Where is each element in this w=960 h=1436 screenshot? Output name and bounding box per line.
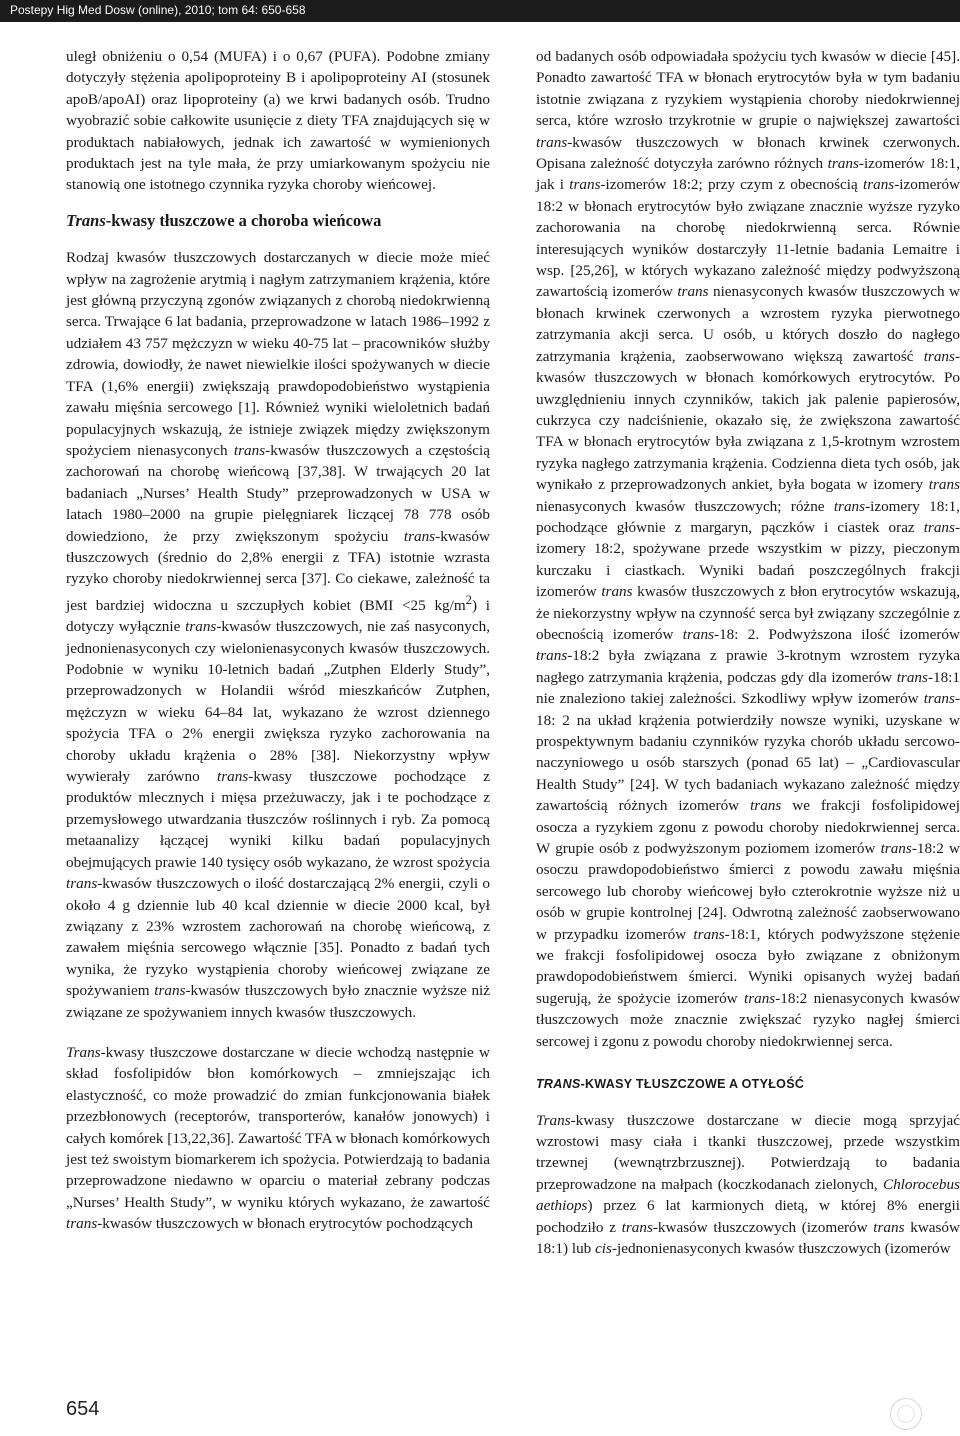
paragraph-apob-continuation: uległ obniżeniu o 0,54 (MUFA) i o 0,67 (PUFA). Podobne zmiany dotyczyły stężenia apolipoproteiny B i apolipoproteiny AI (stosunek apoB/apoAI) oraz lipoproteiny (a) we krwi badanych osób. Trudno wyobrazić sobie całkowite usunięcie z diety TFA znajdujących się w produktach nabiałowych, jednak ich zawartość w wymienionych produktach jest na tyle mała, że przy umiarkowanym spożyciu nie stanowią one istotnego czynnika ryzyka choroby wieńcowej. [66, 48, 490, 194]
paragraph-erythrocytes: od badanych osób odpowiadała spożyciu tych kwasów w diecie [45]. Ponadto zawartość TFA w błonach erytrocytów była w tym badaniu istotnie związana z ryzykiem wystąpienia choroby niedokrwiennej serca, które wzrosło trzykrotnie w grupie o największej zawartości trans-kwasów tłuszczowych w błonach krwinek czerwonych. Opisana zależność dotyczyła zarówno różnych trans-izomerów 18:1, jak i trans-izomerów 18:2; przy czym z obecnością trans-izomerów 18:2 w błonach erytrocytów było związane znacznie wyższe ryzyko zachorowania na chorobę niedokrwienną serca. Równie interesujących wyników dostarczyły 11-letnie badania Lemaitre i wsp. [25,26], w których wykazano zależność między podwyższoną zawartością izomerów trans nienasyconych kwasów tłuszczowych w błonach krwinek czerwonych a wzrostem ryzyka pierwotnego zatrzymania akcji serca. U osób, u których doszło do nagłego zatrzymania krążenia, zaobserwowano większą zawartość trans-kwasów tłuszczowych w błonach komórkowych erytrocytów. Po uwzględnieniu innych czynników, takich jak palenie papierosów, cukrzyca czy nadciśnienie, okazało się, że zwiększona zawartość TFA w błonach erytrocytów była związana z 1,5-krotnym wzrostem ryzyka nagłego zatrzymania krążenia. Codzienna dieta tych osób, jak wynikało z przeprowadzonych ankiet, była bogata w izomery trans nienasyconych kwasów tłuszczowych; różne trans-izomery 18:1, pochodzące głównie z margaryn, pączków i ciastek oraz trans-izomery 18:2, spożywane przede wszystkim w pizzy, pieczonym kurczaku i ciastkach. Wyniki badań poszczególnych frakcji izomerów trans kwasów tłuszczowych z błon erytrocytów wskazują, że niekorzystny wpływ na czynność serca był związany szczególnie z obecnością izomerów trans-18: 2. Podwyższona ilość izomerów trans-18:2 była związana z prawie 3-krotnym wzrostem ryzyka nagłego zatrzymania krążenia, podczas gdy dla izomerów trans-18:1 nie znaleziono takiej zależności. Szkodliwy wpływ izomerów trans-18: 2 na układ krążenia potwierdziły nowsze wyniki, uzyskane w prospektywnym badaniu czynników ryzyka chorób układu sercowo-naczyniowego u osób starszych (ponad 65 lat) – „Cardiovascular Health Study” [24]. W tych badaniach wykazano zależność między zawartością różnych izomerów trans we frakcji fosfolipidowej osocza a ryzykiem zgonu z powodu choroby niedokrwiennej serca. W grupie osób z podwyższonym poziomem izomerów trans-18:2 w osoczu prawdopodobieństwo śmierci z powodu zawału mięśnia sercowego lub choroby wieńcowej było czterokrotnie wyższe niż u osób w grupie kontrolnej [24]. Odwrotną zależność zaobserwowano w przypadku izomerów trans-18:1, których podwyższone stężenie we frakcji fosfolipidowej osocza było związane z obniżonym prawdopodobieństwem śmierci. Wyniki opisanych wyżej badań sugerują, że spożycie izomerów trans-18:2 nienasyconych kwasów tłuszczowych może znacznie zwiększać ryzyko nagłej śmierci sercowej i zgonu z powodu choroby niedokrwiennej serca. [536, 48, 960, 1050]
paragraph-obesity: Trans-kwasy tłuszczowe dostarczane w diecie mogą sprzyjać wzrostowi masy ciała i tkanki tłuszczowej, przede wszystkim trzewnej (wewnątrzbrzusznej). Potwierdzają to badania przeprowadzone na małpach (koczkodanach zielonych, Chlorocebus aethiops) przez 6 lat karmionych dietą, w której 8% energii pochodziło z trans-kwasów tłuszczowych (izomerów trans kwasów 18:1) lub cis-jednonienasyconych kwasów tłuszczowych (izomerów [536, 1111, 960, 1257]
section-heading-coronary: Trans-kwasy tłuszczowe a choroba wieńcowa [66, 210, 382, 230]
journal-header-bar [0, 0, 960, 22]
paragraph-membranes: Trans-kwasy tłuszczowe dostarczane w diecie wchodzą następnie w skład fosfolipidów błon komórkowych – zmniejszając ich elastyczność, co może prowadzić do zmian funkcjonowania białek przezbłonowych (receptorów, transporterów, kanałów jonowych) i całych komórek [13,22,36]. Zawartość TFA w błonach komórkowych jest też swoistym biomarkerem ich spożycia. Potwierdzają to badania przeprowadzone niedawno w oparciu o materiał zebrany podczas „Nurses’ Health Study”, w wyniku których wykazano, że zawartość trans-kwasów tłuszczowych w błonach erytrocytów pochodzących [66, 1043, 490, 1233]
left-column [66, 46, 490, 1235]
paragraph-coronary-studies: Rodzaj kwasów tłuszczowych dostarczanych w diecie może mieć wpływ na zagrożenie arytmią i nagłym zatrzymaniem krążenia, które jest główną przyczyną zgonów związanych z chorobą niedokrwienną serca. Trwające 6 lat badania, przeprowadzone w latach 1986–1992 z udziałem 43 757 mężczyzn w wieku 40-75 lat – pracowników służby zdrowia, dowiodły, że nawet niewielkie ilości spożywanych w diecie TFA (1,6% energii) zwiększają prawdopodobieństwo wystąpienia zawału mięśnia sercowego [1]. Również wyniki wieloletnich badań populacyjnych wskazują, że istnieje związek między zwiększonym spożyciem nienasyconych trans-kwasów tłuszczowych a częstością zachorowań na chorobę wieńcową [37,38]. W trwających 20 lat badaniach „Nurses’ Health Study” przeprowadzonych w USA w latach 1980–2000 na grupie pielęgniarek liczącej 78 778 osób dowiedziono, że przy zwiększonym spożyciu trans-kwasów tłuszczowych (średnio do 2,8% energii z TFA) istotnie wzrasta ryzyko choroby niedokrwiennej serca [37]. Co ciekawe, zależność ta jest bardziej widoczna u szczupłych kobiet (BMI <25 $kg/m^2$) i dotyczy wyłącznie trans-kwasów tłuszczowych, nie zaś nasyconych, jednonienasyconych czy wielonienasyconych kwasów tłuszczowych. Podobnie w wyniku 10-letnich badań „Zutphen Elderly Study”, przeprowadzonych w Holandii wśród mieszkańców Zutphen, mężczyzn w wieku 64–84 lat, wykazano że wzrost dziennego spożycia TFA o 2% energii zwiększa ryzyko zachorowania na choroby układu krążenia o 28% [38]. Niekorzystny wpływ wywierały zarówno trans-kwasy tłuszczowe pochodzące z produktów mlecznych i mięsa przeżuwaczy, jak i te pochodzące z przemysłowego utwardzania tłuszczów roślinnych i ryb. Za pomocą metaanalizy łączącej wyniki kilku badań populacyjnych obejmujących prawie 140 tysięcy osób wykazano, że wzrost spożycia trans-kwasów tłuszczowych o ilość dostarczającą 2% energii, czyli o około 4 g dziennie lub 40 kcal dziennie w diecie 2000 kcal, był związany z 23% wzrostem zachorowań na chorobę wieńcową, z zawałem mięśnia sercowego włącznie [35]. Ponadto z badań tych wynika, że ryzyko wystąpienia choroby wieńcowej związane ze spożywaniem trans-kwasów tłuszczowych było znacznie wyższe niż związane ze spożywaniem innych kwasów tłuszczowych. [66, 249, 491, 1021]
page-number: 654 [66, 1398, 100, 1420]
journal-citation: Postepy Hig Med Dosw (online), 2010; tom 64: 650-658 [10, 3, 306, 17]
section-heading-obesity: TRANS-KWASY TŁUSZCZOWE A OTYŁOŚĆ [536, 1077, 805, 1092]
right-column [536, 46, 960, 1259]
publisher-stamp-icon [890, 1398, 922, 1430]
